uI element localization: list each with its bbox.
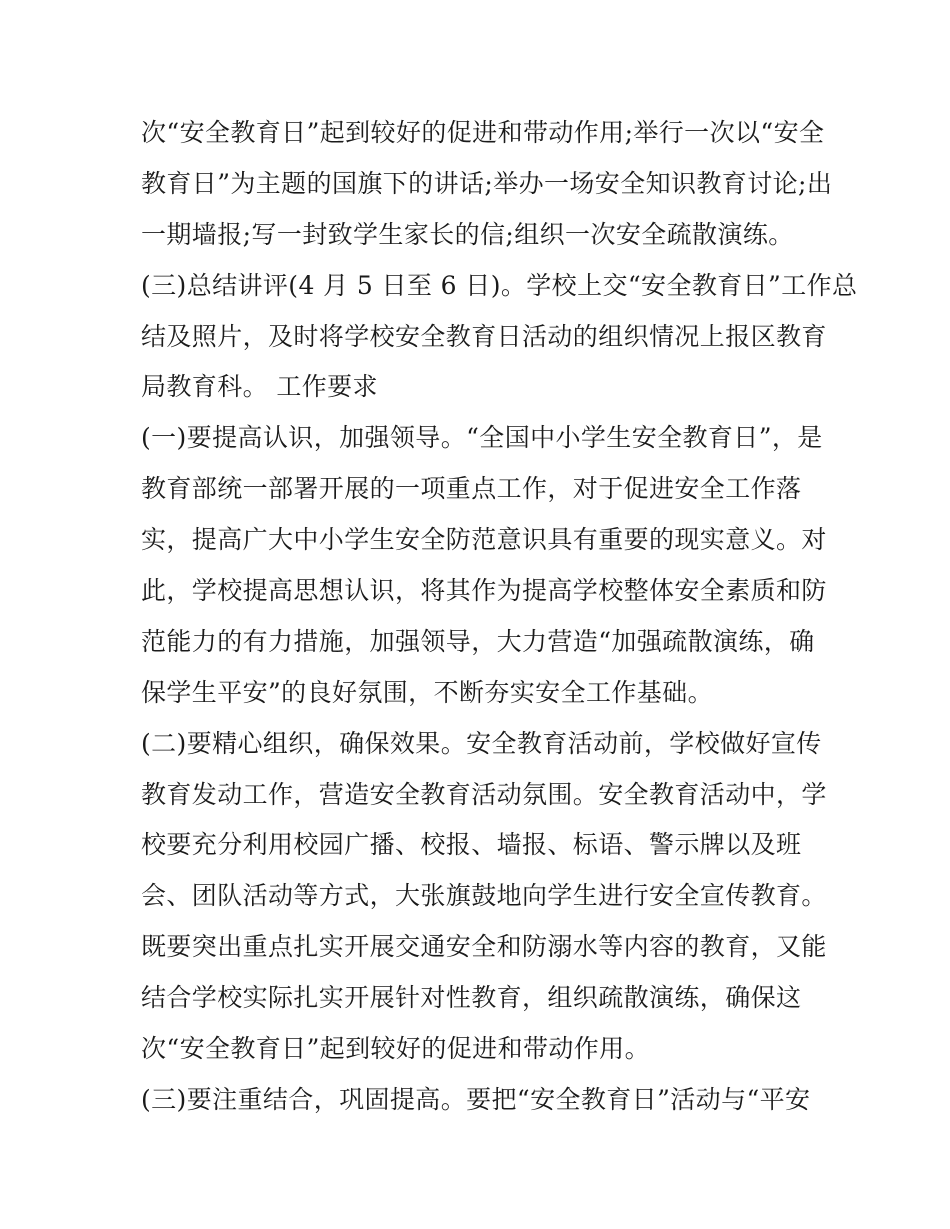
text-line: 校要充分利用校园广播、校报、墙报、标语、警示牌以及班 [141,830,802,860]
text-line: 实，提高广大中小学生安全防范意识具有重要的现实意义。对 [141,525,827,555]
text-line: 局教育科。 工作要求 [141,372,378,402]
text-line: 会、团队活动等方式，大张旗鼓地向学生进行安全宣传教育。 [141,881,827,911]
text-line: (二)要精心组织，确保效果。安全教育活动前，学校做好宣传 [141,728,822,758]
body-text [141,108,858,1126]
text-line: 此，学校提高思想认识，将其作为提高学校整体安全素质和防 [141,576,827,606]
text-line: 教育发动工作，营造安全教育活动氛围。安全教育活动中，学 [141,779,827,809]
text-line: 次“安全教育日”起到较好的促进和带动作用。 [141,1034,650,1064]
text-line: (三)总结讲评(4 月 5 日至 6 日)。学校上交“安全教育日”工作总 [141,270,858,300]
text-line: 范能力的有力措施，加强领导，大力营造“加强疏散演练，确 [141,626,815,656]
text-line: 教育部统一部署开展的一项重点工作，对于促进安全工作落 [141,474,802,504]
text-line: (三)要注重结合，巩固提高。要把“安全教育日”活动与“平安 [141,1084,811,1114]
text-line: 教育日”为主题的国旗下的讲话;举办一场安全知识教育讨论;出 [141,168,833,198]
text-line: 保学生平安”的良好氛围，不断夯实安全工作基础。 [141,677,713,707]
text-line: 既要突出重点扎实开展交通安全和防溺水等内容的教育，又能 [141,932,827,962]
text-line: 一期墙报;写一封致学生家长的信;组织一次安全疏散演练。 [141,219,794,249]
text-line: 结及照片，及时将学校安全教育日活动的组织情况上报区教育 [141,321,827,351]
text-line: 次“安全教育日”起到较好的促进和带动作用;举行一次以“安全 [141,118,825,147]
text-line: (一)要提高认识，加强领导。“全国中小学生安全教育日”，是 [141,423,823,453]
text-line: 结合学校实际扎实开展针对性教育，组织疏散演练，确保这 [141,983,802,1013]
